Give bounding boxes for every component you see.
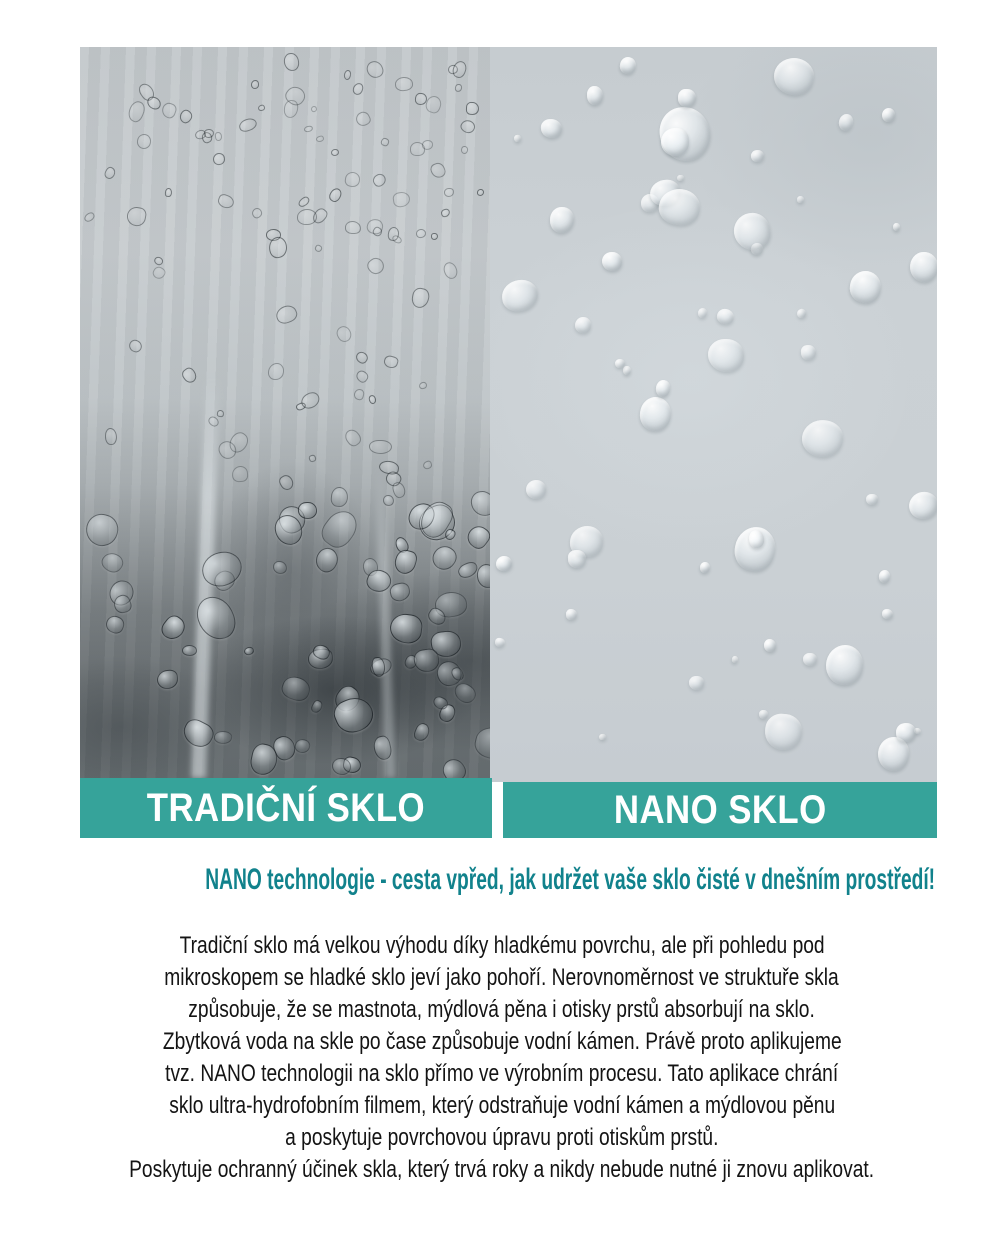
water-droplet — [451, 59, 469, 80]
water-droplet — [392, 191, 411, 208]
water-droplet — [238, 117, 259, 134]
water-droplet — [587, 85, 604, 104]
water-droplet — [599, 734, 607, 741]
water-droplet — [567, 550, 586, 568]
water-droplet — [127, 338, 144, 355]
water-droplet — [383, 495, 394, 506]
nano-technology-heading — [0, 858, 1004, 902]
water-droplet — [494, 637, 505, 647]
water-droplet — [344, 171, 362, 188]
paragraph-line — [0, 994, 1004, 1026]
water-droplet — [277, 473, 296, 493]
water-droplet — [334, 324, 354, 345]
glass-comparison-image — [80, 47, 937, 838]
water-droplet — [250, 206, 264, 220]
water-droplet — [501, 278, 540, 313]
water-droplet — [882, 608, 893, 618]
water-droplet — [380, 137, 390, 147]
water-droplet — [428, 161, 446, 180]
water-droplet — [758, 710, 767, 719]
water-droplet — [179, 716, 217, 752]
water-droplet — [180, 365, 199, 385]
water-droplet — [655, 379, 671, 397]
water-droplet — [837, 113, 854, 132]
water-droplet — [273, 303, 299, 326]
water-droplet — [279, 673, 313, 704]
water-droplet — [297, 209, 318, 225]
water-droplet — [882, 107, 896, 122]
nano-glass-photo — [490, 47, 937, 782]
paragraph-line-text: sklo ultra-hydrofobním filmem, který odstraňuje vodní kámen a mýdlovou pěnu — [169, 1092, 835, 1119]
water-droplet — [365, 254, 388, 277]
water-droplet — [751, 149, 766, 163]
water-droplet — [310, 698, 324, 714]
water-droplet — [152, 255, 164, 267]
water-droplet — [308, 454, 316, 463]
water-droplet — [700, 561, 711, 573]
traditional-glass-label: TRADIČNÍ SKLO — [146, 786, 426, 830]
water-droplet — [455, 84, 464, 93]
water-droplet — [330, 487, 349, 508]
paragraph-line-text: Tradiční sklo má velkou výhodu díky hladkému povrchu, ale při pohledu pod — [179, 932, 825, 959]
water-droplet — [392, 548, 419, 577]
water-droplet — [907, 490, 937, 521]
water-droplet — [82, 211, 96, 224]
water-droplet — [293, 737, 311, 754]
water-droplet — [698, 308, 708, 319]
paragraph-line — [0, 1026, 1004, 1058]
water-droplet — [797, 196, 804, 203]
water-droplet — [296, 195, 310, 209]
heading-text: NANO technologie - cesta vpřed, jak udržet vaše sklo čisté v dnešním prostředí! — [205, 863, 936, 896]
water-droplet — [391, 234, 403, 245]
water-droplet — [203, 129, 214, 139]
water-droplet — [160, 101, 179, 120]
water-droplet — [283, 53, 300, 73]
water-droplet — [801, 344, 817, 360]
water-droplet — [476, 563, 490, 589]
water-droplet — [104, 613, 127, 636]
paragraph-line — [0, 930, 1004, 962]
water-droplet — [388, 581, 412, 603]
water-droplet — [311, 544, 343, 576]
water-droplet — [732, 656, 739, 664]
water-droplet — [470, 490, 490, 517]
water-droplet — [602, 252, 622, 272]
water-droplet — [463, 522, 490, 552]
water-droplet — [619, 55, 637, 75]
water-droplet — [103, 166, 117, 181]
paragraph-line-text: a poskytuje povrchovou úpravu proti otiskům prstů. — [285, 1124, 719, 1151]
paragraph-line-text: mikroskopem se hladké sklo jeví jako pohoří. Nerovnoměrnost ve struktuře skla — [164, 964, 840, 991]
water-droplet — [344, 221, 360, 235]
water-droplet — [158, 612, 189, 644]
water-droplet — [412, 721, 431, 743]
water-droplet — [764, 639, 777, 653]
water-droplet — [151, 264, 168, 280]
water-droplet — [216, 192, 236, 210]
water-droplet — [354, 110, 372, 128]
water-droplet — [368, 394, 378, 405]
water-droplet — [416, 229, 427, 239]
water-droplet — [575, 316, 592, 333]
water-droplet — [342, 426, 364, 449]
paragraph-line — [0, 1154, 1004, 1186]
water-droplet — [540, 119, 562, 140]
water-droplet — [439, 755, 470, 778]
paragraph-line-text: Zbytková voda na skle po čase způsobuje vodní kámen. Právě proto aplikujeme — [162, 1028, 842, 1055]
water-droplet — [317, 504, 364, 552]
water-droplet — [352, 82, 364, 96]
paragraph-line-text: tvz. NANO technologii na sklo přímo ve výrobním procesu. Tato aplikace chrání — [165, 1060, 839, 1087]
water-droplet — [513, 134, 521, 142]
water-droplet — [231, 465, 248, 482]
water-droplet — [431, 232, 439, 239]
water-droplet — [848, 269, 884, 306]
water-droplet — [267, 236, 288, 259]
water-droplet — [273, 561, 288, 575]
water-droplet — [526, 479, 548, 500]
water-droplet — [353, 388, 365, 401]
water-droplet — [441, 260, 460, 281]
water-droplet — [243, 646, 255, 657]
water-droplet — [638, 395, 673, 433]
water-droplet — [677, 89, 695, 108]
water-droplet — [459, 117, 478, 136]
water-droplet — [892, 223, 900, 231]
water-droplet — [800, 417, 846, 459]
water-droplet — [461, 145, 469, 154]
water-droplet — [371, 171, 389, 189]
water-droplet — [731, 210, 773, 252]
water-droplet — [395, 77, 414, 92]
water-droplet — [215, 132, 223, 142]
water-droplet — [126, 99, 148, 124]
water-droplet — [410, 142, 426, 157]
water-droplet — [878, 569, 891, 583]
water-droplet — [477, 188, 485, 196]
water-droplet — [715, 307, 734, 325]
water-droplet — [444, 188, 455, 198]
water-droplet — [304, 126, 314, 134]
water-droplet — [212, 152, 226, 166]
water-droplet — [342, 69, 352, 80]
water-droplet — [164, 188, 172, 198]
paragraph-line — [0, 962, 1004, 994]
water-droplet — [364, 59, 385, 81]
water-droplet — [178, 108, 195, 125]
water-droplet — [896, 722, 917, 743]
water-droplet — [331, 149, 340, 157]
water-droplet — [418, 381, 427, 390]
water-droplet — [331, 758, 351, 776]
water-droplet — [388, 612, 423, 645]
water-droplet — [314, 244, 324, 253]
paragraph-line-text: způsobuje, že se mastnota, mýdlová pěna i otisky prstů absorbují na sklo. — [188, 996, 816, 1023]
water-droplet — [251, 79, 259, 88]
water-droplet — [213, 730, 233, 745]
water-droplet — [707, 338, 744, 372]
water-droplet — [472, 724, 490, 762]
water-droplet — [145, 96, 162, 112]
water-droplet — [98, 548, 126, 576]
description-paragraph — [0, 930, 1004, 1186]
water-droplet — [496, 555, 514, 572]
water-droplet — [105, 428, 117, 445]
water-droplet — [136, 132, 153, 150]
water-droplet — [328, 187, 345, 205]
water-droplet — [257, 104, 266, 112]
water-droplet — [82, 510, 121, 549]
water-droplet — [428, 542, 460, 574]
water-droplet — [354, 349, 370, 365]
water-droplet — [411, 287, 431, 310]
water-droplet — [866, 494, 878, 505]
water-droplet — [908, 250, 937, 283]
paragraph-line — [0, 1090, 1004, 1122]
water-droplet — [156, 669, 179, 690]
water-droplet — [565, 608, 576, 619]
water-droplet — [623, 366, 631, 376]
nano-glass-label: NANO SKLO — [613, 788, 827, 832]
water-droplet — [550, 207, 574, 233]
water-droplet — [310, 105, 318, 113]
paragraph-line — [0, 1122, 1004, 1154]
water-droplet — [126, 206, 148, 228]
water-droplet — [369, 440, 392, 454]
water-droplet — [441, 208, 451, 218]
water-droplet — [466, 102, 479, 116]
water-droplet — [216, 409, 224, 417]
paragraph-line-text: Poskytuje ochranný účinek skla, který trvá roky a nikdy nebude nutné ji znovu aplikovat. — [129, 1156, 875, 1183]
water-droplet — [825, 644, 863, 685]
water-droplet — [315, 135, 324, 143]
water-droplet — [268, 363, 284, 380]
water-droplet — [354, 368, 371, 384]
paragraph-line — [0, 1058, 1004, 1090]
water-droplet — [676, 174, 683, 180]
water-droplet — [383, 354, 400, 369]
water-droplet — [802, 653, 817, 666]
water-droplet — [688, 676, 704, 691]
water-droplet — [391, 480, 407, 499]
water-droplet — [422, 460, 434, 471]
nano-glass-caption-band — [503, 782, 937, 838]
water-droplet — [797, 308, 807, 318]
water-droplet — [763, 712, 804, 752]
water-droplet — [771, 55, 818, 99]
traditional-glass-caption-band — [80, 778, 492, 838]
traditional-glass-photo — [80, 47, 490, 778]
